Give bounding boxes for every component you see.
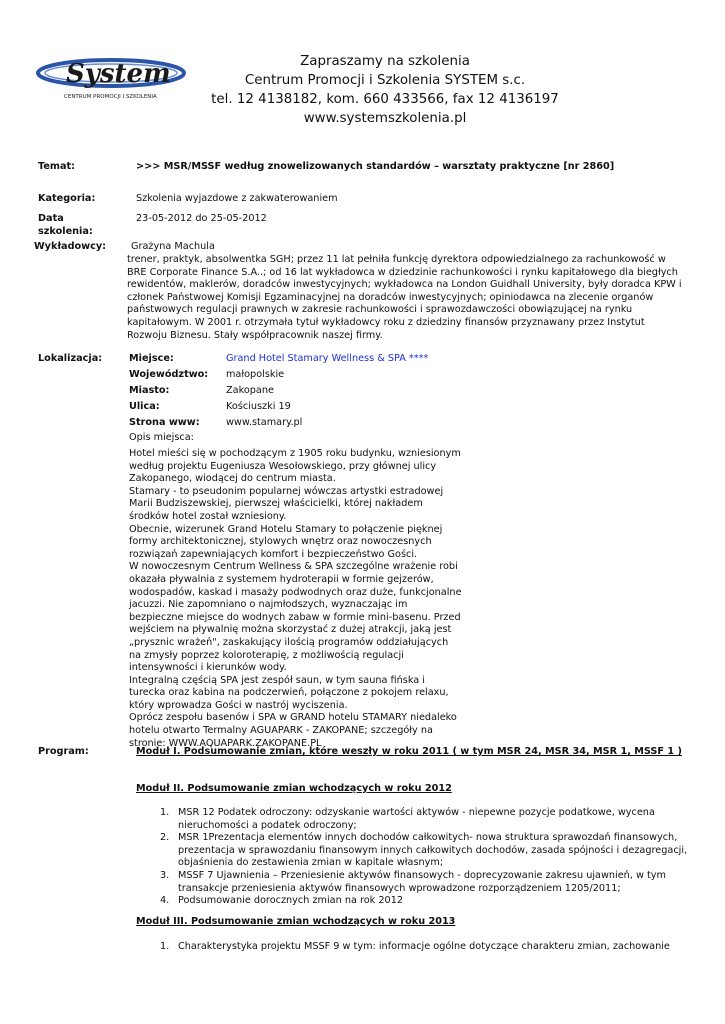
temat-value: >>> MSR/MSSF według znowelizowanych standardów – warsztaty praktyczne [nr 2860] [136, 161, 615, 172]
temat-label: Temat: [38, 161, 76, 172]
program-label: Program: [38, 746, 89, 757]
description-line: Zakopanego, wiodącej do centrum miasta. [129, 473, 336, 485]
location-field-key: Miasto: [129, 385, 170, 396]
header-invite: Zapraszamy na szkolenia [300, 54, 470, 69]
kategoria-value: Szkolenia wyjazdowe z zakwaterowaniem [136, 193, 338, 204]
description-line: intensywności i kierunków wody. [129, 662, 287, 674]
location-field-value: Zakopane [226, 385, 274, 396]
list-item [160, 807, 700, 832]
data-value: 23-05-2012 do 25-05-2012 [136, 213, 267, 224]
modul-2-heading: Moduł II. Podsumowanie zmian wchodzących w roku 2012 [136, 783, 452, 794]
description-line: okazała pływalnia z systemem hydroterapii w formie gejzerów, [129, 573, 434, 585]
description-line: wodospadów, kaskad i masaży podwodnych oraz duże, funkcjonalne [129, 586, 462, 598]
hotel-link[interactable]: Grand Hotel Stamary Wellness & SPA **** [226, 353, 429, 364]
logo-wordmark: System [66, 59, 171, 89]
list-item-line: MSR 1Prezentacja elementów innych dochodów całkowitych- nowa struktura sprawozdań finansowych, [178, 832, 678, 844]
lecturer-bio [127, 254, 687, 342]
lecturer-bio-line: rewidentów, maklerów, doradców inwestycyjnych; wykładowca na London Guidhall University, były doradca KPW i [127, 279, 682, 291]
description-line: Integralną częścią SPA jest zespół saun, w tym sauna fińska i [129, 674, 425, 686]
page-header [0, 50, 725, 130]
lecturer-bio-line: Rozwoju Biznesu. Stały współpracownik naszej firmy. [127, 329, 383, 341]
numbered-list [160, 941, 700, 954]
description-line: W nowoczesnym Centrum Wellness & SPA szczególne wrażenie robi [129, 561, 458, 573]
description-line: turecka oraz kabina na podczerwień, połączone z pokojem relaxu, [129, 687, 449, 699]
description-line: środków hotel został wzniesiony. [129, 510, 287, 522]
lecturer-name: Grażyna Machula [131, 241, 215, 252]
lecturer-bio-line: członek Państwowej Komisji Egzaminacyjnej na doradców inwestycyjnych; opiniodawca na zlecenie organów [127, 291, 654, 303]
wykladowcy-label: Wykładowcy: [34, 241, 107, 252]
data-label-line2: szkolenia: [38, 225, 93, 237]
description-line: stronie: WWW.AQUAPARK.ZAKOPANE.PL [129, 737, 322, 749]
header-company: Centrum Promocji i Szkolenia SYSTEM s.c. [244, 73, 526, 88]
logo-subtitle: CENTRUM PROMOCJI I SZKOLENIA [64, 94, 157, 100]
location-field-value: Kościuszki 19 [226, 401, 291, 412]
description-line: hotelu otwarto Termalny AGUAPARK - ZAKOPANE; szczegóły na [129, 725, 433, 737]
list-item-line: MSSF 7 Ujawnienia – Przeniesienie aktywów finansowych - doprecyzowanie zakresu ujawnień, w tym [178, 869, 666, 881]
list-number: 4. [160, 895, 170, 907]
description-line: jacuzzi. Nie zapomniano o najmłodszych, wyznaczając im [129, 599, 408, 611]
list-number: 3. [160, 869, 170, 881]
list-item-line: MSR 12 Podatek odroczony: odzyskanie wartości aktywów - niepewne pozycje podatkowe, wycena [178, 807, 655, 818]
data-label-line1: Data [38, 213, 64, 224]
list-number: 2. [160, 832, 170, 844]
description-line: Obecnie, wizerunek Grand Hotelu Stamary to połączenie pięknej [129, 523, 443, 535]
logo-swoosh-icon [36, 52, 186, 102]
header-phone: tel. 12 4138182, kom. 660 433566, fax 12 4136197 [211, 92, 559, 107]
description-line: formy architektonicznej, stylowych wnętrz oraz nowoczesnych [129, 536, 432, 548]
modul-3-list [160, 941, 700, 954]
description-line: według projektu Eugeniusza Wesołowskiego, przy głównej ulicy [129, 460, 437, 472]
location-field-key: Ulica: [129, 401, 160, 412]
modul-3-heading: Moduł III. Podsumowanie zmian wchodzących w roku 2013 [136, 916, 456, 927]
description-line: Hotel mieści się w pochodzącym z 1905 roku budynku, wzniesionym [129, 448, 461, 459]
description-line: „prysznic wrażeń", zaskakujący ilością programów oddziałujących [129, 636, 449, 648]
opis-label: Opis miejsca: [129, 432, 194, 443]
lecturer-bio-line: kapitałowym. W 2001 r. otrzymała tytuł wykładowcy roku z dziedziny finansów przyznawany przez Instytut [127, 316, 645, 328]
description-line: rozwiązań zapewniających komfort i bezpieczeństwo Gości. [129, 548, 418, 560]
location-field-key: Województwo: [129, 369, 209, 380]
description-line: bezpieczne miejsce do wodnych zabaw w formie mini-basenu. Przed [129, 611, 461, 623]
list-item [160, 895, 700, 908]
numbered-list [160, 807, 700, 908]
location-field-key: Strona www: [129, 417, 200, 428]
description-line: Marii Budziszewskiej, pierwszej właścicielki, której nakładem [129, 498, 423, 510]
description-line: na zmysły poprzez koloroterapię, z możliwością regulacji [129, 649, 404, 661]
list-item-line: prezentacja w sprawozdaniu finansowym innych całkowitych dochodów, zasada spójności i dezagregacji, [178, 844, 688, 856]
list-item-line: Podsumowanie dorocznych zmian na rok 2012 [178, 895, 404, 907]
location-field-key: Miejsce: [129, 353, 174, 364]
header-website: www.systemszkolenia.pl [303, 111, 467, 126]
list-number: 1. [160, 941, 170, 952]
list-item-line: objaśnienia do zestawienia zmian w kapitale własnym; [178, 857, 444, 869]
list-item [160, 941, 700, 954]
location-field-value: małopolskie [226, 369, 285, 380]
header-contact [205, 52, 565, 128]
list-item-line: nieruchomości a podatek odroczony; [178, 819, 357, 831]
location-field-value: www.stamary.pl [226, 417, 303, 428]
list-number: 1. [160, 807, 170, 818]
list-item-line: Charakterystyka projektu MSSF 9 w tym: informacje ogólne dotyczące charakteru zmian, zachowanie [178, 941, 670, 952]
lecturer-bio-line: trener, praktyk, absolwentka SGH; przez 11 lat pełniła funkcję dyrektora odpowiedzialnego za rachunkowość w [127, 254, 666, 265]
description-line: Oprócz zespołu basenów i SPA w GRAND hotelu STAMARY niedaleko [129, 712, 457, 724]
data-label [38, 213, 93, 238]
list-item-line: transakcje przeniesienia aktywów finansowych wprowadzone rozporządzeniem 1205/2011; [178, 882, 621, 894]
lecturer-bio-line: państwowych regulacji prawnych w zakresie rachunkowości i sprawozdawczości obowiązującej na rynku [127, 304, 633, 316]
modul-2-list [160, 807, 700, 908]
description-line: Stamary - to pseudonim popularnej wówczas artystki estradowej [129, 485, 444, 497]
modul-1-heading: Moduł I. Podsumowanie zmian, które weszły w roku 2011 ( w tym MSR 24, MSR 34, MSR 1, MSSF 1 ) [136, 746, 682, 757]
company-logo [36, 52, 186, 102]
location-description [129, 448, 489, 750]
list-item [160, 870, 700, 895]
lokalizacja-label: Lokalizacja: [38, 353, 103, 364]
kategoria-label: Kategoria: [38, 193, 96, 204]
description-line: który wprowadza Gości w nastrój wyciszenia. [129, 699, 348, 711]
list-item [160, 832, 700, 870]
lecturer-bio-line: BRE Corporate Finance S.A..; od 16 lat wykładowca w dziedzinie rachunkowości i rynku kapitałowego dla biegłych [127, 266, 678, 278]
description-line: wejściem na pływalnię można skorzystać z dużej atrakcji, jaką jest [129, 624, 452, 636]
